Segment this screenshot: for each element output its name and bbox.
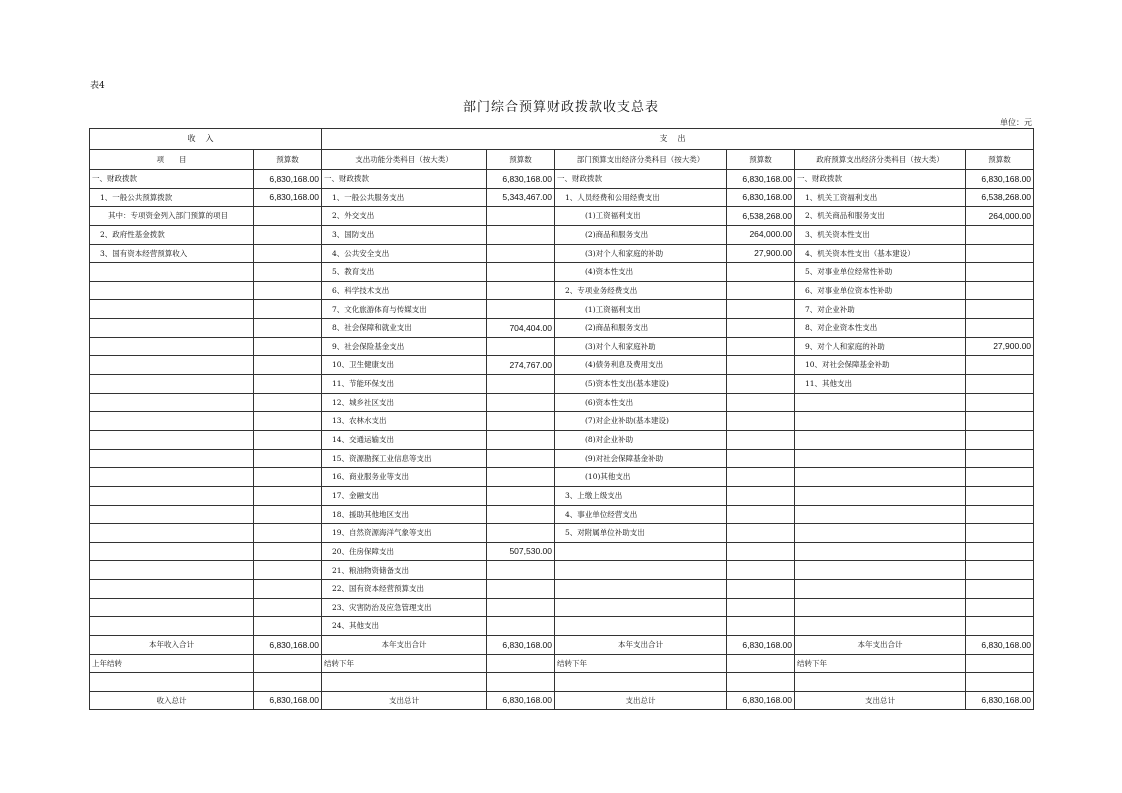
cell-function-class: 4、公共安全支出 — [322, 244, 487, 263]
cell-income-item — [90, 375, 254, 394]
cell-function-class: 3、国防支出 — [322, 225, 487, 244]
section-header-row — [90, 129, 1034, 150]
cell-gov-econ-budget: 264,000.00 — [966, 207, 1034, 226]
cell-dept-econ-budget — [727, 580, 795, 599]
cell-income-budget — [254, 337, 322, 356]
cell-gov-econ-class: 结转下年 — [795, 654, 966, 673]
cell-dept-econ-class: 1、人员经费和公用经费支出 — [555, 188, 727, 207]
table-row — [90, 561, 1034, 580]
income-section-header: 收入 — [90, 129, 322, 150]
cell-dept-econ-class — [555, 598, 727, 617]
cell-function-budget: 704,404.00 — [487, 319, 555, 338]
cell-gov-econ-class: 9、对个人和家庭的补助 — [795, 337, 966, 356]
cell-function-budget — [487, 524, 555, 543]
cell-function-class: 16、商业服务业等支出 — [322, 468, 487, 487]
cell-dept-econ-budget — [727, 561, 795, 580]
table-row — [90, 486, 1034, 505]
cell-gov-econ-budget — [966, 281, 1034, 300]
cell-income-budget — [254, 524, 322, 543]
table-row — [90, 430, 1034, 449]
cell-gov-econ-budget — [966, 430, 1034, 449]
cell-gov-econ-budget — [966, 225, 1034, 244]
header-gov-econ-budget: 预算数 — [966, 150, 1034, 170]
cell-income-item — [90, 281, 254, 300]
cell-income-budget — [254, 505, 322, 524]
cell-gov-econ-budget — [966, 356, 1034, 375]
cell-dept-econ-budget — [727, 319, 795, 338]
table-row — [90, 170, 1034, 189]
cell-gov-econ-class — [795, 430, 966, 449]
cell-income-item — [90, 337, 254, 356]
cell-function-class: 1、一般公共服务支出 — [322, 188, 487, 207]
cell-income-budget — [254, 580, 322, 599]
cell-function-budget — [487, 654, 555, 673]
cell-gov-econ-budget: 6,830,168.00 — [966, 691, 1034, 709]
cell-dept-econ-class: 5、对附属单位补助支出 — [555, 524, 727, 543]
cell-dept-econ-class: (10)其他支出 — [555, 468, 727, 487]
cell-income-budget — [254, 430, 322, 449]
page-title: 部门综合预算财政拨款收支总表 — [462, 100, 659, 115]
cell-dept-econ-class: (2)商品和服务支出 — [555, 225, 727, 244]
header-function-class: 支出功能分类科目（按大类） — [322, 150, 487, 170]
cell-income-item: 一、财政拨款 — [90, 170, 254, 189]
cell-income-item: 1、一般公共预算拨款 — [90, 188, 254, 207]
cell-gov-econ-class: 10、对社会保障基金补助 — [795, 356, 966, 375]
cell-gov-econ-class: 6、对事业单位资本性补助 — [795, 281, 966, 300]
cell-function-budget: 5,343,467.00 — [487, 188, 555, 207]
cell-dept-econ-budget — [727, 542, 795, 561]
cell-gov-econ-class — [795, 468, 966, 487]
cell-dept-econ-class — [555, 617, 727, 636]
cell-function-class: 6、科学技术支出 — [322, 281, 487, 300]
cell-income-budget — [254, 375, 322, 394]
cell-dept-econ-class — [555, 580, 727, 599]
cell-gov-econ-budget: 6,538,268.00 — [966, 188, 1034, 207]
cell-function-class: 10、卫生健康支出 — [322, 356, 487, 375]
cell-dept-econ-class: (1)工资福利支出 — [555, 207, 727, 226]
cell-function-class: 11、节能环保支出 — [322, 375, 487, 394]
cell-function-budget — [487, 263, 555, 282]
cell-function-class: 18、援助其他地区支出 — [322, 505, 487, 524]
cell-income-item — [90, 561, 254, 580]
cell-income-budget — [254, 356, 322, 375]
cell-income-budget: 6,830,168.00 — [254, 636, 322, 655]
cell-function-budget — [487, 412, 555, 431]
cell-gov-econ-class — [795, 505, 966, 524]
header-dept-econ-budget: 预算数 — [727, 150, 795, 170]
table-row — [90, 319, 1034, 338]
cell-gov-econ-budget — [966, 505, 1034, 524]
cell-income-item — [90, 617, 254, 636]
cell-function-budget — [487, 337, 555, 356]
table-row — [90, 375, 1034, 394]
cell-dept-econ-budget — [727, 300, 795, 319]
grand-total-row — [90, 691, 1034, 709]
table-row — [90, 393, 1034, 412]
cell-gov-econ-budget — [966, 524, 1034, 543]
cell-dept-econ-class — [555, 673, 727, 692]
cell-dept-econ-budget — [727, 673, 795, 692]
cell-gov-econ-budget — [966, 300, 1034, 319]
cell-gov-econ-budget — [966, 468, 1034, 487]
cell-function-budget — [487, 673, 555, 692]
cell-income-budget — [254, 654, 322, 673]
cell-dept-econ-class: 3、上缴上级支出 — [555, 486, 727, 505]
cell-income-item: 其中：专项资金列入部门预算的项目 — [90, 207, 254, 226]
cell-income-budget — [254, 486, 322, 505]
cell-function-budget — [487, 580, 555, 599]
cell-dept-econ-budget: 6,830,168.00 — [727, 691, 795, 709]
table-row — [90, 542, 1034, 561]
cell-dept-econ-class — [555, 542, 727, 561]
cell-income-item: 收入总计 — [90, 691, 254, 709]
cell-function-class: 5、教育支出 — [322, 263, 487, 282]
cell-function-budget — [487, 486, 555, 505]
cell-dept-econ-budget — [727, 375, 795, 394]
cell-gov-econ-class — [795, 393, 966, 412]
cell-gov-econ-budget — [966, 375, 1034, 394]
cell-dept-econ-budget: 264,000.00 — [727, 225, 795, 244]
table-row — [90, 468, 1034, 487]
column-header-row — [90, 150, 1034, 170]
cell-function-class: 21、粮油物资储备支出 — [322, 561, 487, 580]
cell-income-item — [90, 542, 254, 561]
cell-function-class: 24、其他支出 — [322, 617, 487, 636]
cell-function-class: 13、农林水支出 — [322, 412, 487, 431]
cell-dept-econ-budget — [727, 598, 795, 617]
cell-dept-econ-budget — [727, 337, 795, 356]
table-row — [90, 617, 1034, 636]
cell-dept-econ-class: (3)对个人和家庭补助 — [555, 337, 727, 356]
cell-gov-econ-class — [795, 561, 966, 580]
cell-function-class: 支出总计 — [322, 691, 487, 709]
cell-dept-econ-class — [555, 561, 727, 580]
cell-dept-econ-budget — [727, 393, 795, 412]
cell-income-budget: 6,830,168.00 — [254, 691, 322, 709]
table-row — [90, 337, 1034, 356]
cell-gov-econ-budget — [966, 263, 1034, 282]
cell-function-class: 结转下年 — [322, 654, 487, 673]
cell-gov-econ-budget: 6,830,168.00 — [966, 170, 1034, 189]
cell-dept-econ-budget — [727, 356, 795, 375]
table-row — [90, 580, 1034, 599]
cell-gov-econ-class — [795, 673, 966, 692]
cell-dept-econ-class: 支出总计 — [555, 691, 727, 709]
cell-income-item: 上年结转 — [90, 654, 254, 673]
cell-income-item — [90, 524, 254, 543]
cell-income-budget — [254, 561, 322, 580]
cell-function-budget — [487, 617, 555, 636]
cell-income-budget — [254, 207, 322, 226]
cell-income-item — [90, 580, 254, 599]
cell-dept-econ-budget: 6,830,168.00 — [727, 636, 795, 655]
cell-income-budget — [254, 319, 322, 338]
cell-income-item — [90, 486, 254, 505]
cell-function-budget — [487, 207, 555, 226]
cell-gov-econ-budget — [966, 673, 1034, 692]
cell-dept-econ-class: (4)资本性支出 — [555, 263, 727, 282]
cell-gov-econ-class: 2、机关商品和服务支出 — [795, 207, 966, 226]
cell-function-class: 23、灾害防治及应急管理支出 — [322, 598, 487, 617]
cell-gov-econ-class — [795, 486, 966, 505]
cell-dept-econ-budget — [727, 263, 795, 282]
cell-function-class: 7、文化旅游体育与传媒支出 — [322, 300, 487, 319]
cell-function-class: 2、外交支出 — [322, 207, 487, 226]
cell-dept-econ-class: 2、专项业务经费支出 — [555, 281, 727, 300]
cell-function-budget — [487, 300, 555, 319]
cell-income-item — [90, 263, 254, 282]
cell-gov-econ-class — [795, 449, 966, 468]
budget-summary-table — [89, 128, 1034, 710]
cell-income-budget — [254, 598, 322, 617]
cell-income-item — [90, 430, 254, 449]
cell-income-budget — [254, 412, 322, 431]
cell-function-class: 22、国有资本经营预算支出 — [322, 580, 487, 599]
cell-function-budget — [487, 244, 555, 263]
cell-gov-econ-class — [795, 412, 966, 431]
cell-function-budget: 6,830,168.00 — [487, 170, 555, 189]
cell-function-class: 14、交通运输支出 — [322, 430, 487, 449]
header-gov-econ-class: 政府预算支出经济分类科目（按大类） — [795, 150, 966, 170]
cell-dept-econ-class: (9)对社会保障基金补助 — [555, 449, 727, 468]
cell-gov-econ-budget — [966, 580, 1034, 599]
cell-income-budget: 6,830,168.00 — [254, 188, 322, 207]
cell-dept-econ-budget — [727, 505, 795, 524]
cell-dept-econ-budget — [727, 524, 795, 543]
header-income-budget: 预算数 — [254, 150, 322, 170]
cell-gov-econ-class: 3、机关资本性支出 — [795, 225, 966, 244]
cell-income-budget — [254, 449, 322, 468]
cell-gov-econ-class: 11、其他支出 — [795, 375, 966, 394]
cell-income-item — [90, 468, 254, 487]
cell-dept-econ-class: (2)商品和服务支出 — [555, 319, 727, 338]
cell-function-budget: 507,530.00 — [487, 542, 555, 561]
cell-function-budget — [487, 393, 555, 412]
cell-function-budget — [487, 468, 555, 487]
cell-dept-econ-class: (8)对企业补助 — [555, 430, 727, 449]
cell-gov-econ-class — [795, 524, 966, 543]
cell-function-budget — [487, 375, 555, 394]
cell-income-budget — [254, 542, 322, 561]
table-row — [90, 356, 1034, 375]
cell-gov-econ-class: 1、机关工资福利支出 — [795, 188, 966, 207]
cell-gov-econ-budget — [966, 244, 1034, 263]
cell-function-class: 15、资源勘探工业信息等支出 — [322, 449, 487, 468]
cell-function-budget — [487, 225, 555, 244]
cell-dept-econ-class: 一、财政拨款 — [555, 170, 727, 189]
cell-income-item — [90, 319, 254, 338]
cell-gov-econ-class — [795, 580, 966, 599]
cell-gov-econ-class: 7、对企业补助 — [795, 300, 966, 319]
cell-gov-econ-class: 一、财政拨款 — [795, 170, 966, 189]
cell-dept-econ-class: 本年支出合计 — [555, 636, 727, 655]
cell-gov-econ-class — [795, 598, 966, 617]
cell-gov-econ-budget — [966, 542, 1034, 561]
cell-dept-econ-budget — [727, 281, 795, 300]
cell-dept-econ-budget — [727, 617, 795, 636]
table-number-label: 表4 — [90, 81, 105, 91]
cell-function-budget — [487, 561, 555, 580]
header-dept-econ-class: 部门预算支出经济分类科目（按大类） — [555, 150, 727, 170]
cell-gov-econ-budget — [966, 393, 1034, 412]
cell-function-budget — [487, 598, 555, 617]
cell-dept-econ-budget: 6,538,268.00 — [727, 207, 795, 226]
cell-dept-econ-budget — [727, 486, 795, 505]
cell-income-item — [90, 505, 254, 524]
cell-income-budget: 6,830,168.00 — [254, 170, 322, 189]
carryover-row — [90, 654, 1034, 673]
cell-dept-econ-class: (4)债务利息及费用支出 — [555, 356, 727, 375]
cell-income-budget — [254, 468, 322, 487]
cell-dept-econ-class: (1)工资福利支出 — [555, 300, 727, 319]
cell-function-class: 9、社会保险基金支出 — [322, 337, 487, 356]
cell-dept-econ-class: (3)对个人和家庭的补助 — [555, 244, 727, 263]
header-function-budget: 预算数 — [487, 150, 555, 170]
cell-income-item — [90, 673, 254, 692]
cell-income-budget — [254, 393, 322, 412]
cell-function-budget: 6,830,168.00 — [487, 636, 555, 655]
cell-function-budget — [487, 505, 555, 524]
cell-income-item — [90, 356, 254, 375]
cell-income-budget — [254, 617, 322, 636]
cell-dept-econ-budget: 6,830,168.00 — [727, 188, 795, 207]
cell-gov-econ-budget: 27,900.00 — [966, 337, 1034, 356]
cell-gov-econ-budget — [966, 598, 1034, 617]
cell-gov-econ-budget — [966, 617, 1034, 636]
table-row — [90, 505, 1034, 524]
table-row — [90, 225, 1034, 244]
cell-income-budget — [254, 263, 322, 282]
cell-function-budget: 274,767.00 — [487, 356, 555, 375]
cell-dept-econ-class: (7)对企业补助(基本建设) — [555, 412, 727, 431]
cell-function-budget — [487, 281, 555, 300]
table-row — [90, 412, 1034, 431]
cell-dept-econ-budget — [727, 412, 795, 431]
table-row — [90, 598, 1034, 617]
cell-income-item — [90, 412, 254, 431]
expense-section-header: 支出 — [322, 129, 1034, 150]
cell-function-class: 17、金融支出 — [322, 486, 487, 505]
cell-income-budget — [254, 225, 322, 244]
cell-dept-econ-budget: 6,830,168.00 — [727, 170, 795, 189]
table-row — [90, 449, 1034, 468]
cell-income-budget — [254, 673, 322, 692]
cell-gov-econ-class — [795, 617, 966, 636]
table-row — [90, 300, 1034, 319]
cell-gov-econ-budget — [966, 486, 1034, 505]
cell-function-budget — [487, 449, 555, 468]
cell-gov-econ-budget: 6,830,168.00 — [966, 636, 1034, 655]
cell-dept-econ-class: (6)资本性支出 — [555, 393, 727, 412]
cell-income-budget — [254, 281, 322, 300]
table-row — [90, 244, 1034, 263]
header-income-item: 项 目 — [90, 150, 254, 170]
cell-income-item — [90, 598, 254, 617]
cell-dept-econ-class: 结转下年 — [555, 654, 727, 673]
cell-function-budget — [487, 430, 555, 449]
cell-income-item — [90, 300, 254, 319]
cell-gov-econ-class: 5、对事业单位经常性补助 — [795, 263, 966, 282]
cell-function-class: 20、住房保障支出 — [322, 542, 487, 561]
blank-row — [90, 673, 1034, 692]
cell-dept-econ-class: 4、事业单位经营支出 — [555, 505, 727, 524]
cell-gov-econ-budget — [966, 654, 1034, 673]
cell-gov-econ-budget — [966, 319, 1034, 338]
cell-function-class: 8、社会保障和就业支出 — [322, 319, 487, 338]
table-row — [90, 281, 1034, 300]
cell-gov-econ-class: 本年支出合计 — [795, 636, 966, 655]
cell-gov-econ-class: 4、机关资本性支出（基本建设） — [795, 244, 966, 263]
cell-income-item: 本年收入合计 — [90, 636, 254, 655]
cell-income-item — [90, 449, 254, 468]
cell-function-class — [322, 673, 487, 692]
cell-gov-econ-budget — [966, 449, 1034, 468]
table-row — [90, 263, 1034, 282]
cell-gov-econ-class — [795, 542, 966, 561]
table-row — [90, 207, 1034, 226]
table-row — [90, 524, 1034, 543]
cell-income-budget — [254, 244, 322, 263]
cell-income-budget — [254, 300, 322, 319]
cell-function-class: 12、城乡社区支出 — [322, 393, 487, 412]
cell-dept-econ-budget — [727, 430, 795, 449]
subtotal-row — [90, 636, 1034, 655]
cell-dept-econ-budget — [727, 449, 795, 468]
cell-gov-econ-budget — [966, 561, 1034, 580]
table-row — [90, 188, 1034, 207]
cell-income-item: 2、政府性基金拨款 — [90, 225, 254, 244]
cell-function-class: 19、自然资源海洋气象等支出 — [322, 524, 487, 543]
cell-gov-econ-class: 8、对企业资本性支出 — [795, 319, 966, 338]
cell-income-item: 3、国有资本经营预算收入 — [90, 244, 254, 263]
cell-gov-econ-class: 支出总计 — [795, 691, 966, 709]
cell-dept-econ-budget: 27,900.00 — [727, 244, 795, 263]
unit-label: 单位：元 — [1000, 118, 1032, 127]
cell-function-budget: 6,830,168.00 — [487, 691, 555, 709]
cell-gov-econ-budget — [966, 412, 1034, 431]
cell-dept-econ-budget — [727, 654, 795, 673]
cell-dept-econ-class: (5)资本性支出(基本建设) — [555, 375, 727, 394]
cell-dept-econ-budget — [727, 468, 795, 487]
cell-function-class: 本年支出合计 — [322, 636, 487, 655]
cell-income-item — [90, 393, 254, 412]
cell-function-class: 一、财政拨款 — [322, 170, 487, 189]
